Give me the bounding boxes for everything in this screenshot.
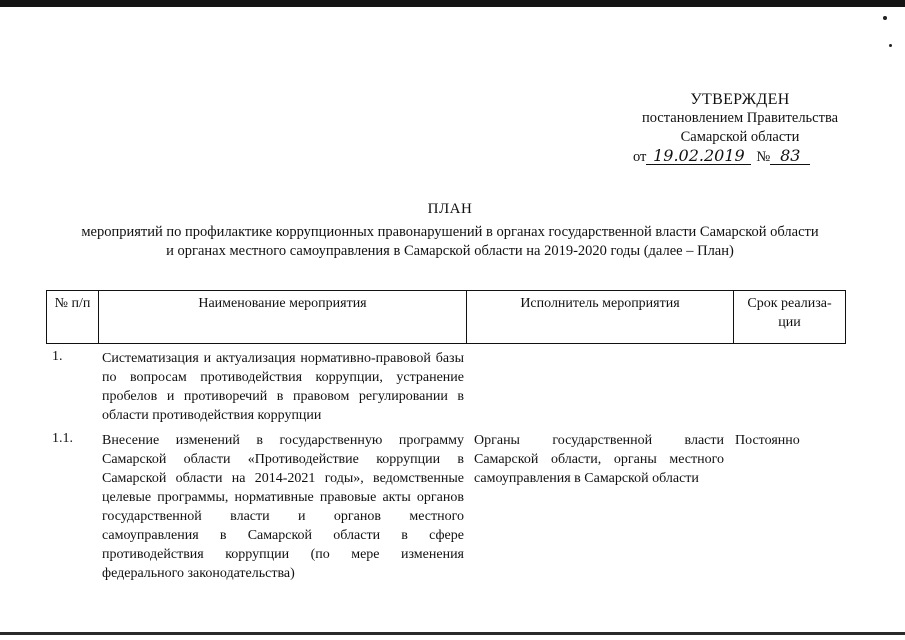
handwritten-date: 19.02.2019 <box>646 147 751 165</box>
approval-stamp <box>600 90 880 167</box>
row-term: Постоянно <box>735 433 800 448</box>
handwritten-number: 83 <box>770 147 810 165</box>
row-name: Внесение изменений в государственную программу Самарской области «Противодействие коррупции в Самарской области на 2014-2021 годы», ведомственные целевые программы, нормативные правовые акты органов государственной власти и органов местного самоуправления в Самарской области в сфере противодействия коррупции (по мере изменения федерального законодательства) <box>102 433 464 581</box>
row-executor: Органы государственной власти Самарской области, органы местного самоуправления в Самарской области <box>474 433 724 486</box>
column-header-executor: Исполнитель мероприятия <box>520 296 680 311</box>
plan-title: ПЛАН <box>427 201 473 217</box>
approval-title: УТВЕРЖДЕН <box>690 91 790 108</box>
number-label: № <box>756 149 771 165</box>
table-border-bottom <box>46 343 846 344</box>
column-header-number: № п/п <box>54 296 91 311</box>
approval-line-2: Самарской области <box>680 129 800 145</box>
scan-border-top <box>0 0 905 7</box>
scan-border-bottom <box>0 632 905 635</box>
heading-line-1: мероприятий по профилактике коррупционных правонарушений в органах государственной власти Самарской области <box>81 224 819 240</box>
approval-date-line <box>600 147 880 167</box>
column-header-name: Наименование мероприятия <box>198 296 367 311</box>
date-prefix: от <box>633 149 647 165</box>
row-number: 1. <box>52 349 63 364</box>
column-divider <box>845 290 846 344</box>
approval-line-1: постановлением Правительства <box>641 110 839 126</box>
column-header-term: Срок реализа- ции <box>747 296 832 330</box>
heading-line-2: и органах местного самоуправления в Самарской области на 2019-2020 годы (далее – План) <box>166 243 734 259</box>
scan-speck <box>883 16 887 20</box>
table-border-top <box>46 290 846 291</box>
row-number: 1.1. <box>52 431 73 446</box>
table-header <box>46 290 846 344</box>
scan-speck <box>889 44 892 47</box>
document-heading <box>40 200 860 261</box>
row-name: Систематизация и актуализация нормативно-правовой базы по вопросам противодействия коррупции, устранение пробелов и противоречий в правовом регулировании в области противодействия коррупции <box>102 351 464 423</box>
